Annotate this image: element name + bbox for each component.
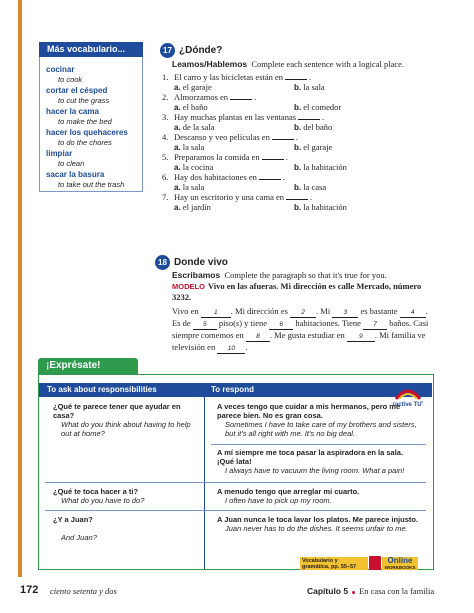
question-number: 6. [162, 172, 169, 182]
vocab-item [46, 170, 142, 191]
answer-blank [230, 93, 252, 100]
question-line: 6. Hay dos habitaciones en . [162, 172, 285, 182]
activity-17-instructions [172, 59, 434, 70]
options-line: a. el garaje b. la sala [174, 82, 325, 92]
instruction-text: Complete each sentence with a logical place. [251, 59, 405, 69]
question-english: What do you think about having to help out at home? [61, 420, 191, 438]
book-icon [369, 556, 381, 570]
numbered-blank: 10 [217, 345, 245, 354]
row-separator [211, 444, 426, 445]
column-header-respond: To respond [211, 385, 254, 394]
row-separator [45, 482, 426, 483]
modelo-text: Vivo en las afueras. Mi dirección es calle Mercado, número 3232. [172, 281, 422, 302]
vocabulary-list [46, 65, 142, 191]
tutor-icon [393, 385, 423, 409]
online-workbooks-badge[interactable] [300, 555, 420, 572]
answer-blank [272, 133, 294, 140]
vocab-item [46, 65, 142, 86]
vocab-term: cortar el césped [46, 86, 108, 95]
paragraph-text: baños. Casi siempre comemos en [172, 318, 429, 340]
online-subtitle: WORKBOOKS [384, 565, 416, 570]
vocab-gloss: to cut the grass [58, 96, 110, 105]
options-line: a. de la sala b. del baño [174, 122, 333, 132]
numbered-blank: 2 [290, 309, 316, 318]
question-line: 1. El carro y las bicicletas están en . [162, 72, 312, 82]
vocab-item [46, 128, 142, 149]
question-text: Hay dos habitaciones en [174, 172, 257, 182]
question-text: Hay un escritorio y una cama en [174, 192, 284, 202]
response-cell [217, 487, 422, 505]
instruction-text: Complete the paragraph so that it's true for you. [224, 270, 387, 280]
chapter-label: Capítulo 5 [307, 586, 349, 596]
option-a: la sala [182, 182, 205, 192]
chapter-title: En casa con la familia [359, 586, 435, 596]
vocab-term: limpiar [46, 149, 73, 158]
question-spanish: ¿Qué te toca hacer a ti? [53, 487, 139, 496]
question-line: 3. Hay muchas plantas en las ventanas . [162, 112, 325, 122]
modelo-example [172, 281, 432, 302]
question-number: 4. [162, 132, 169, 142]
option-a: el garaje [182, 82, 212, 92]
option-a: la sala [182, 142, 205, 152]
question-text: Descanso y veo películas en [174, 132, 270, 142]
question-spanish: ¿Y a Juan? [53, 515, 93, 524]
option-b: el garaje [303, 142, 333, 152]
page-margin-rule [18, 0, 22, 577]
online-label [382, 557, 418, 570]
expresate-header [39, 383, 432, 397]
numbered-blank: 1 [201, 309, 231, 318]
instruction-label: Escribamos [172, 270, 221, 280]
option-a: el jardín [182, 202, 211, 212]
question-english: What do you have to do? [61, 496, 145, 505]
question-english: And Juan? [61, 533, 97, 542]
column-divider [204, 397, 205, 569]
activity-17-items [162, 72, 432, 212]
question-text: Almorzamos en [174, 92, 229, 102]
activity-18-number-badge: 18 [155, 255, 170, 270]
vocab-gloss: to clean [58, 159, 85, 168]
option-b: el comedor [303, 102, 342, 112]
question-cell [53, 402, 198, 438]
paragraph-text: . Es de [172, 306, 428, 328]
response-cell [217, 402, 422, 438]
response-english: I often have to pick up my room. [225, 496, 332, 505]
option-b: la casa [303, 182, 327, 192]
response-cell [217, 515, 422, 533]
numbered-blank: 4 [400, 309, 426, 318]
vocabulary-sidebar [39, 42, 143, 192]
response-english: Juan never has to do the dishes. It seems unfair to me. [225, 524, 408, 533]
option-b: del baño [303, 122, 333, 132]
response-spanish: A menudo tengo que arreglar mi cuarto. [217, 487, 360, 496]
question-line: 2. Almorzamos en . [162, 92, 257, 102]
question-number: 3. [162, 112, 169, 122]
vocab-gloss: to do the chores [58, 138, 112, 147]
paragraph-text: . Me gusta estudiar en [269, 330, 345, 340]
bullet-icon [352, 591, 355, 594]
response-spanish: A Juan nunca le toca lavar los platos. Me parece injusto. [217, 515, 419, 524]
question-number: 1. [162, 72, 169, 82]
response-english: Sometimes I have to take care of my brothers and sisters, but it's all right with me. It's no big deal. [225, 420, 417, 438]
vocab-gloss: to cook [58, 75, 83, 84]
numbered-blank: 8 [246, 333, 270, 342]
question-text: Hay muchas plantas en las ventanas [174, 112, 297, 122]
question-text: El carro y las bicicletas están en [174, 72, 284, 82]
vocab-term: hacer los quehaceres [46, 128, 128, 137]
activity-18-instructions [172, 270, 434, 281]
column-header-ask: To ask about responsibilities [47, 385, 157, 394]
tutor-label: active TU [394, 402, 422, 408]
vocab-term: hacer la cama [46, 107, 99, 116]
question-line: 7. Hay un escritorio y una cama en . [162, 192, 313, 202]
options-line: a. el baño b. el comedor [174, 102, 342, 112]
paragraph-text: . Mi [316, 306, 331, 316]
numbered-blank: 9 [347, 333, 375, 342]
option-b: la sala [303, 82, 325, 92]
answer-blank [286, 193, 308, 200]
expresate-tab: ¡Exprésate! [38, 358, 138, 374]
paragraph-text: habitaciones. Tiene [295, 318, 361, 328]
paragraph-text: Vivo en [172, 306, 199, 316]
options-line: a. la sala b. la casa [174, 182, 327, 192]
question-cell [53, 487, 198, 505]
question-line: 4. Descanso y veo películas en . [162, 132, 298, 142]
numbered-blank: 5 [193, 321, 217, 330]
modelo-tag: MODELO [172, 282, 205, 291]
numbered-blank: 3 [332, 309, 358, 318]
question-spanish: ¿Qué te parece tener que ayudar en casa? [53, 402, 181, 420]
paragraph-text: es bastante [360, 306, 398, 316]
option-b: la habitación [303, 202, 347, 212]
options-line: a. la sala b. el garaje [174, 142, 333, 152]
question-number: 5. [162, 152, 169, 162]
activity-17-title: ¿Dónde? [179, 45, 223, 56]
options-line: a. el jardín b. la habitación [174, 202, 347, 212]
vocab-item [46, 149, 142, 170]
interactive-tutor-logo[interactable] [393, 385, 423, 409]
answer-blank [259, 173, 281, 180]
vocab-gloss: to make the bed [58, 117, 112, 126]
paragraph-text: . Mi dirección es [230, 306, 288, 316]
vocabulary-title: Más vocabulario... [39, 42, 143, 57]
page-number: 172 [20, 584, 39, 596]
option-a: de la sala [182, 122, 215, 132]
vocab-item [46, 107, 142, 128]
option-a: la cocina [182, 162, 214, 172]
question-line: 5. Preparamos la comida en . [162, 152, 288, 162]
numbered-blank: 6 [269, 321, 293, 330]
question-number: 2. [162, 92, 169, 102]
response-cell [217, 448, 422, 475]
options-line: a. la cocina b. la habitación [174, 162, 347, 172]
page-number-words: ciento setenta y dos [50, 586, 117, 596]
paragraph-text: . Mi familia ve televisión en [172, 330, 426, 352]
vocab-term: sacar la basura [46, 170, 105, 179]
vocab-gloss: to take out the trash [58, 180, 125, 189]
expresate-box [38, 374, 434, 570]
paragraph-text: piso(s) y tiene [218, 318, 268, 328]
answer-blank [285, 73, 307, 80]
online-title: Online [387, 556, 413, 565]
option-b: la habitación [303, 162, 347, 172]
workbook-pages-ref: Vocabulario y gramática, pp. 55–57 [300, 557, 368, 570]
question-text: Preparamos la comida en [174, 152, 260, 162]
answer-blank [262, 153, 284, 160]
question-number: 7. [162, 192, 169, 202]
activity-17-number-badge: 17 [160, 43, 175, 58]
vocab-item [46, 86, 142, 107]
response-spanish: A veces tengo que cuidar a mis hermanos, pero me parece bien. No es gran cosa. [217, 402, 401, 420]
row-separator [45, 510, 426, 511]
numbered-blank: 7 [363, 321, 387, 330]
response-spanish: A mí siempre me toca pasar la aspiradora en la sala. ¡Qué lata! [217, 448, 404, 466]
response-english: I always have to vacuum the living room. What a pain! [225, 466, 405, 475]
question-cell [53, 515, 198, 542]
option-a: el baño [182, 102, 208, 112]
vocab-term: cocinar [46, 65, 75, 74]
answer-blank [298, 113, 320, 120]
paragraph-text: . [245, 342, 248, 352]
instruction-label: Leamos/Hablemos [172, 59, 248, 69]
chapter-footer [307, 586, 434, 596]
activity-18-title: Donde vivo [174, 257, 228, 268]
fill-in-paragraph [172, 306, 437, 354]
